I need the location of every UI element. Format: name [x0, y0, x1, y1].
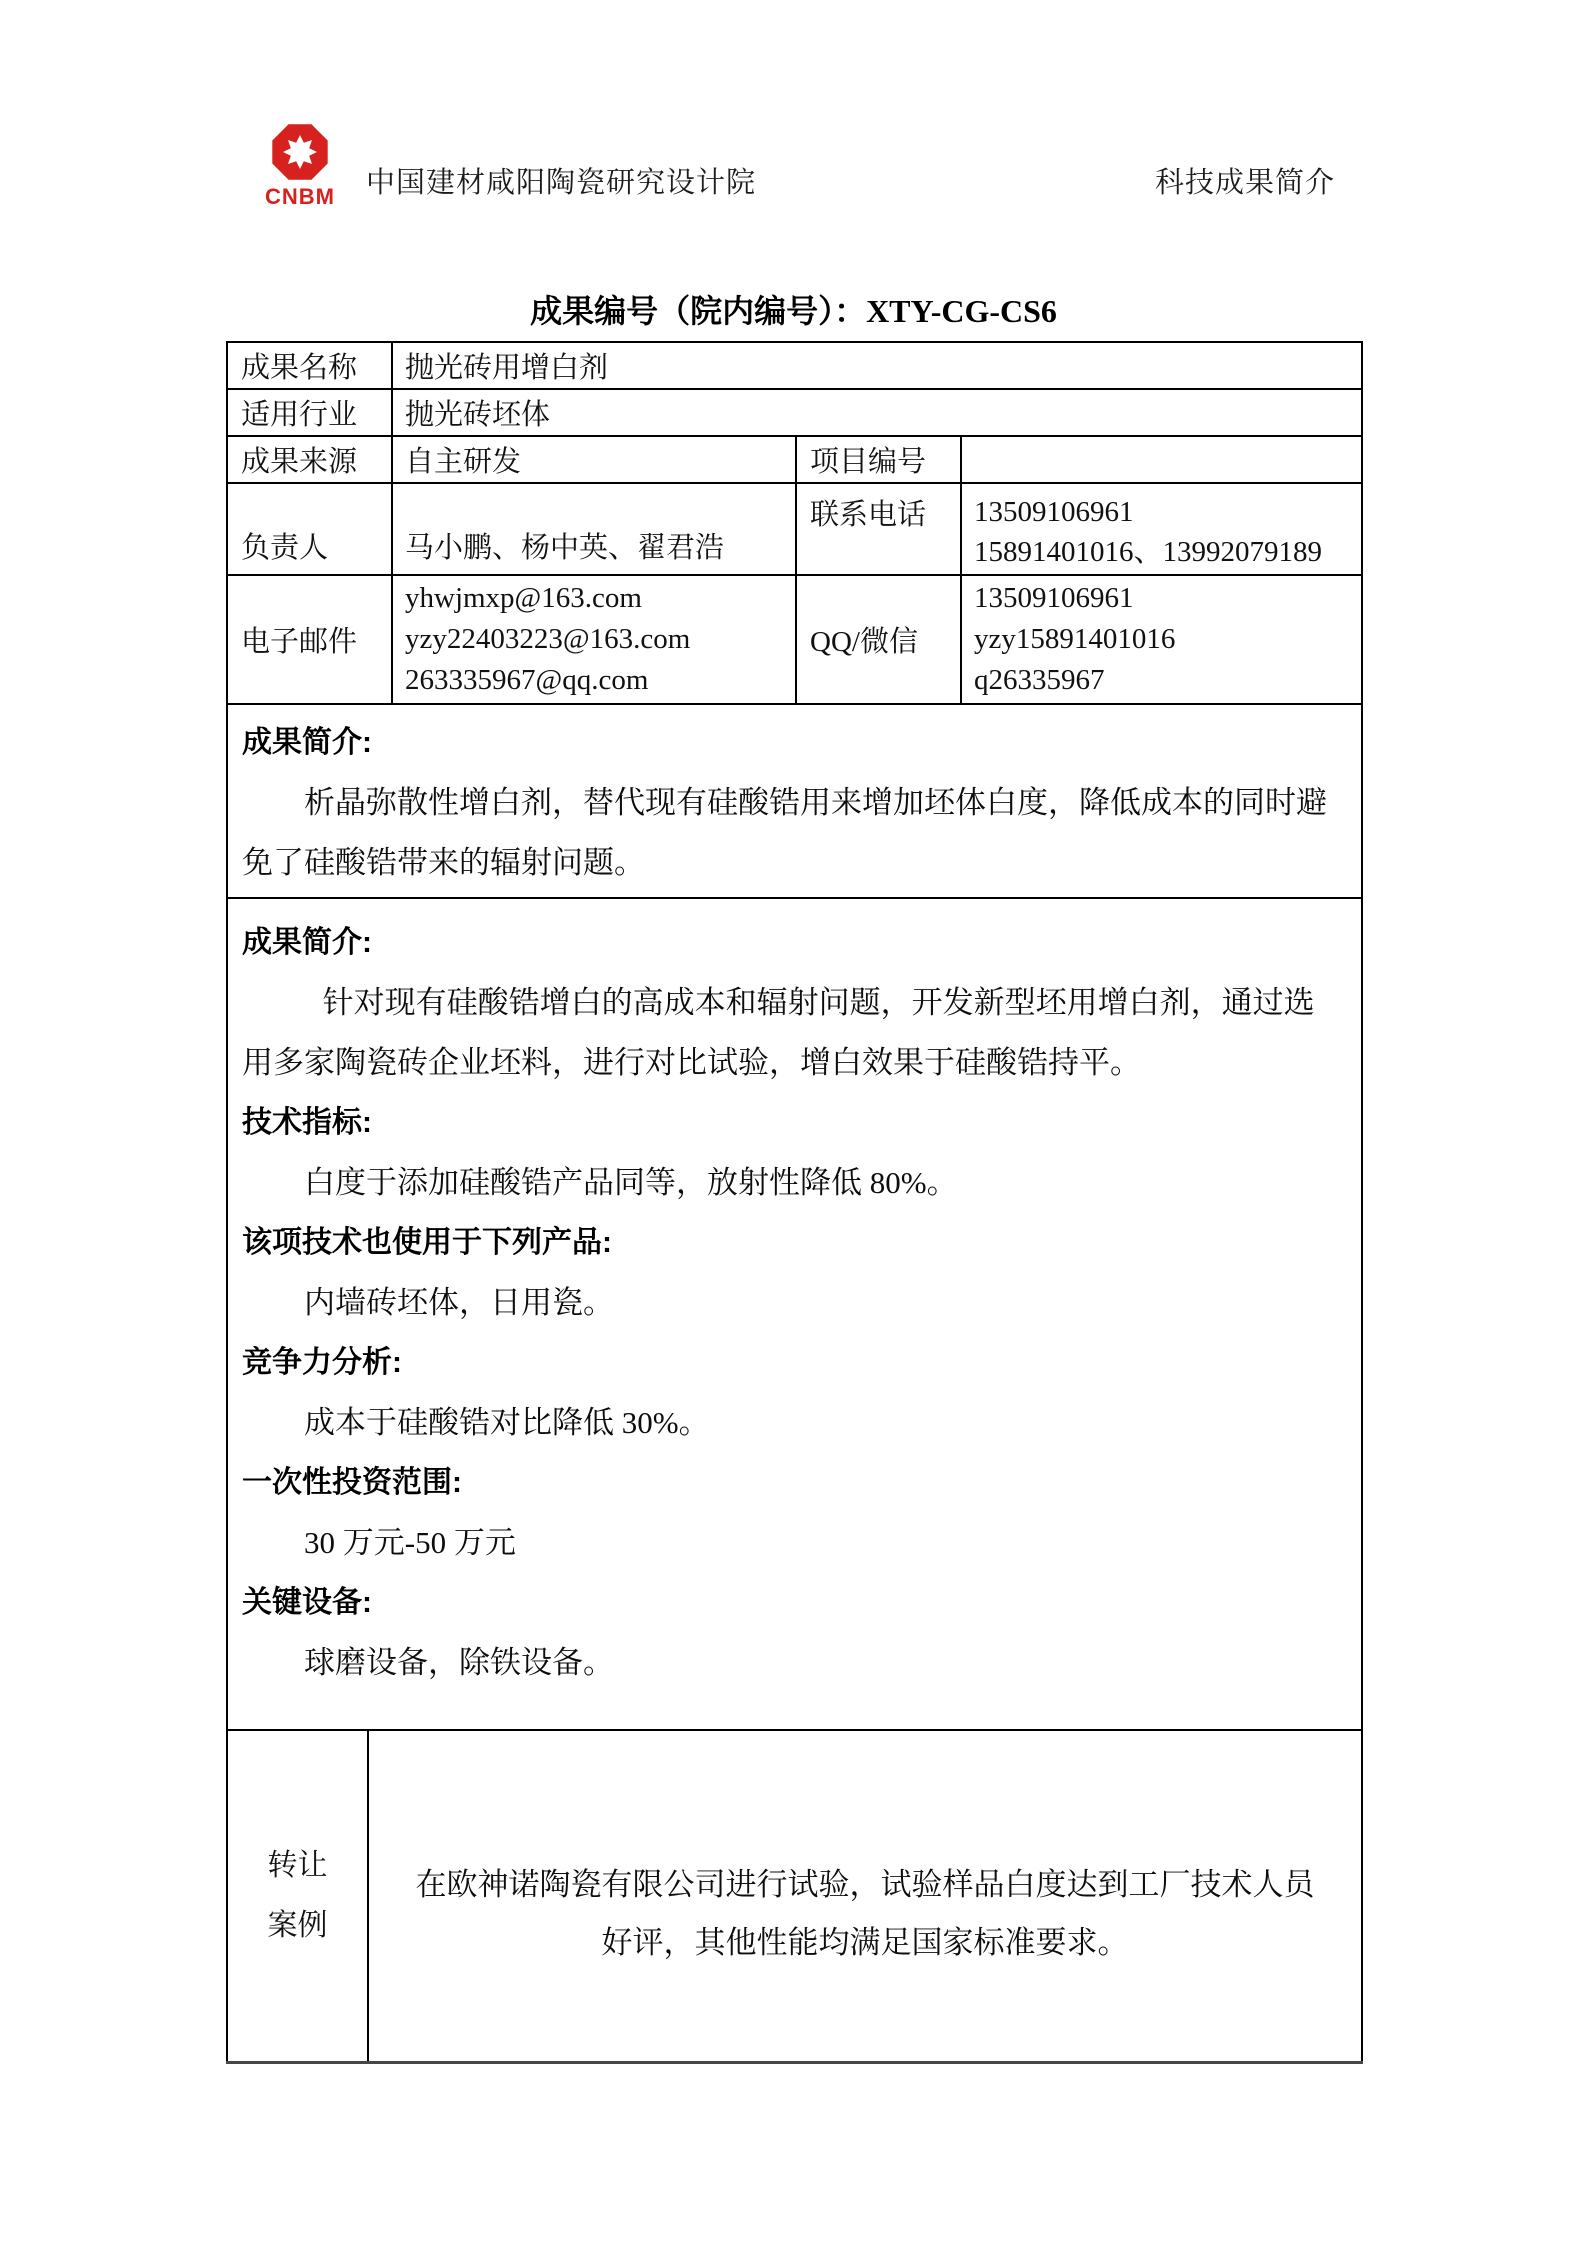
email-line: 263335967@qq.com — [405, 664, 649, 696]
transfer-case-text: 在欧神诺陶瓷有限公司进行试验，试验样品白度达到工厂技术人员好评，其他性能均满足国家标准要求。 — [415, 1867, 1315, 1960]
qq-line: 13509106961 — [974, 582, 1134, 614]
section-heading: 成果简介: — [242, 726, 372, 759]
qq-line: q26335967 — [974, 664, 1105, 696]
section-heading: 关键设备: — [242, 1586, 372, 1619]
table-row — [227, 1730, 1362, 2063]
project-number-label: 项目编号 — [796, 436, 961, 483]
logo-star-icon — [283, 135, 317, 169]
qq-wechat-value — [961, 575, 1362, 704]
section-body: 白度于添加硅酸锆产品同等，放射性降低 80%。 — [304, 1165, 958, 1200]
section-body: 针对现有硅酸锆增白的高成本和辐射问题，开发新型坯用增白剂，通过选用多家陶瓷砖企业坯料，进行对比试验，增白效果于硅酸锆持平。 — [242, 985, 1315, 1080]
leader-value: 马小鹏、杨中英、翟君浩 — [392, 483, 796, 575]
section-heading: 技术指标: — [242, 1106, 372, 1139]
organization-name: 中国建材咸阳陶瓷研究设计院 — [366, 167, 757, 199]
project-number-value — [961, 436, 1362, 483]
phone-value — [961, 483, 1362, 575]
section-heading: 成果简介: — [242, 926, 372, 959]
details-cell — [227, 898, 1362, 1730]
leader-label: 负责人 — [227, 483, 392, 575]
section-body: 30 万元-50 万元 — [304, 1525, 516, 1560]
info-table — [226, 341, 1363, 1731]
qq-line: yzy15891401016 — [974, 623, 1176, 655]
document-type: 科技成果简介 — [1154, 167, 1335, 199]
table-row — [227, 898, 1362, 1730]
section-heading: 该项技术也使用于下列产品: — [242, 1226, 612, 1259]
phone-label: 联系电话 — [796, 483, 961, 575]
info-table-wrap — [226, 341, 1361, 2064]
result-name-label: 成果名称 — [227, 342, 392, 389]
transfer-table — [226, 1729, 1363, 2064]
source-label: 成果来源 — [227, 436, 392, 483]
table-row — [227, 704, 1362, 898]
page-title: 成果编号（院内编号）：XTY-CG-CS6 — [530, 293, 1057, 329]
logo-text: CNBM — [265, 184, 335, 209]
section-body: 内墙砖坯体，日用瓷。 — [304, 1285, 614, 1320]
phone-line: 15891401016、13992079189 — [974, 536, 1323, 568]
summary-cell — [227, 704, 1362, 898]
table-row — [227, 342, 1362, 389]
section-body: 成本于硅酸锆对比降低 30%。 — [304, 1405, 710, 1440]
table-row — [227, 483, 1362, 575]
email-value — [392, 575, 796, 704]
industry-label: 适用行业 — [227, 389, 392, 436]
table-row — [227, 389, 1362, 436]
email-line: yzy22403223@163.com — [405, 623, 691, 655]
transfer-label-line: 案例 — [267, 1909, 328, 1942]
phone-line: 13509106961 — [974, 496, 1134, 528]
transfer-case-label — [227, 1730, 368, 2063]
section-heading: 竞争力分析: — [242, 1346, 402, 1379]
section-body: 球磨设备，除铁设备。 — [304, 1645, 614, 1680]
email-line: yhwjmxp@163.com — [405, 582, 642, 614]
section-body: 析晶弥散性增白剂，替代现有硅酸锆用来增加坯体白度，降低成本的同时避免了硅酸锆带来的辐射问题。 — [242, 785, 1327, 880]
table-row — [227, 575, 1362, 704]
section-heading: 一次性投资范围: — [242, 1466, 462, 1499]
transfer-case-content — [368, 1730, 1362, 2063]
table-row — [227, 436, 1362, 483]
email-label: 电子邮件 — [227, 575, 392, 704]
industry-value: 抛光砖坯体 — [392, 389, 1362, 436]
transfer-label-line: 转让 — [267, 1849, 328, 1882]
qq-wechat-label: QQ/微信 — [796, 575, 961, 704]
source-value: 自主研发 — [392, 436, 796, 483]
cnbm-logo — [250, 112, 350, 212]
result-name-value: 抛光砖用增白剂 — [392, 342, 1362, 389]
